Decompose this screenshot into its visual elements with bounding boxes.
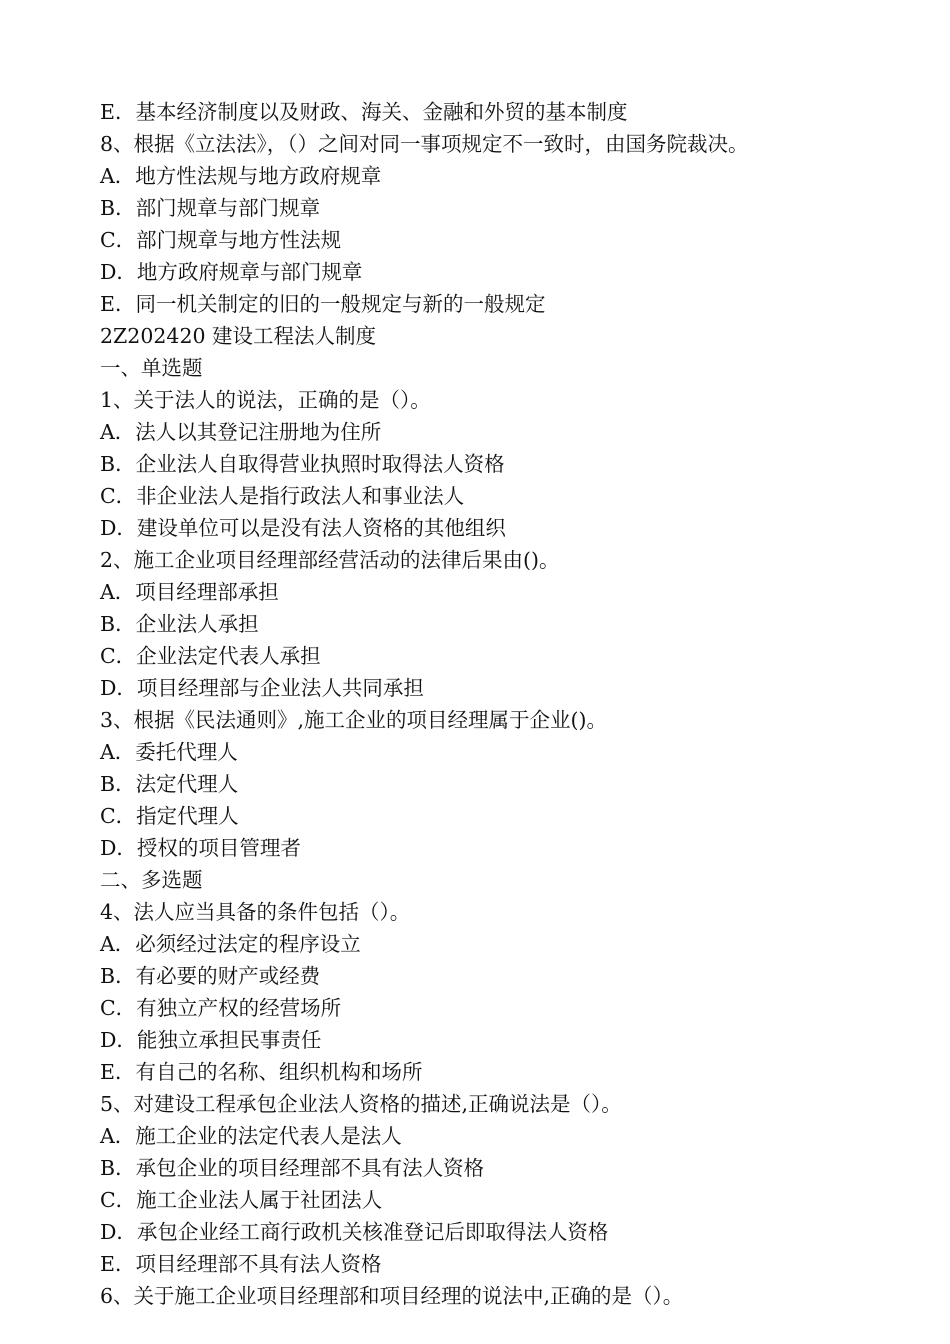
option-line: E．有自己的名称、组织机构和场所 (100, 1060, 423, 1084)
option-line: B．承包企业的项目经理部不具有法人资格 (100, 1156, 485, 1180)
option-line: E．同一机关制定的旧的一般规定与新的一般规定 (100, 292, 546, 316)
question-line: 3、根据《民法通则》,施工企业的项目经理属于企业()。 (100, 708, 608, 732)
option-line: D．地方政府规章与部门规章 (100, 260, 363, 284)
option-line: C．有独立产权的经营场所 (100, 996, 342, 1020)
option-line: C．部门规章与地方性法规 (100, 228, 342, 252)
option-line: A．地方性法规与地方政府规章 (100, 164, 382, 188)
option-line: C．施工企业法人属于社团法人 (100, 1188, 383, 1212)
option-line: B．企业法人承担 (100, 612, 259, 636)
option-line: C．非企业法人是指行政法人和事业法人 (100, 484, 465, 508)
subsection-heading: 一、单选题 (100, 356, 203, 380)
question-line: 6、关于施工企业项目经理部和项目经理的说法中,正确的是（）。 (100, 1284, 684, 1308)
option-line: A．施工企业的法定代表人是法人 (100, 1124, 402, 1148)
question-line: 8、根据《立法法》，（）之间对同一事项规定不一致时，由国务院裁决。 (100, 132, 749, 156)
option-line: B．有必要的财产或经费 (100, 964, 321, 988)
option-line: D．承包企业经工商行政机关核准登记后即取得法人资格 (100, 1220, 609, 1244)
option-line: A．委托代理人 (100, 740, 238, 764)
option-line: D．授权的项目管理者 (100, 836, 301, 860)
option-line: D．项目经理部与企业法人共同承担 (100, 676, 424, 700)
subsection-heading: 二、多选题 (100, 868, 203, 892)
document-page (100, 96, 930, 1312)
option-line: A．法人以其登记注册地为住所 (100, 420, 382, 444)
option-line: B．部门规章与部门规章 (100, 196, 321, 220)
option-line: D．能独立承担民事责任 (100, 1028, 322, 1052)
question-line: 1、关于法人的说法，正确的是（）。 (100, 388, 431, 412)
option-line: C．企业法定代表人承担 (100, 644, 321, 668)
option-line: D．建设单位可以是没有法人资格的其他组织 (100, 516, 506, 540)
option-line: B．企业法人自取得营业执照时取得法人资格 (100, 452, 505, 476)
option-line: A．项目经理部承担 (100, 580, 279, 604)
question-line: 5、对建设工程承包企业法人资格的描述,正确说法是（）。 (100, 1092, 622, 1116)
option-line: A．必须经过法定的程序设立 (100, 932, 361, 956)
option-line: E．基本经济制度以及财政、海关、金融和外贸的基本制度 (100, 100, 628, 124)
section-heading: 2Z202420 建设工程法人制度 (100, 324, 377, 348)
option-line: C．指定代理人 (100, 804, 239, 828)
question-line: 2、施工企业项目经理部经营活动的法律后果由()。 (100, 548, 560, 572)
option-line: E．项目经理部不具有法人资格 (100, 1252, 382, 1276)
option-line: B．法定代理人 (100, 772, 239, 796)
question-line: 4、法人应当具备的条件包括（）。 (100, 900, 411, 924)
